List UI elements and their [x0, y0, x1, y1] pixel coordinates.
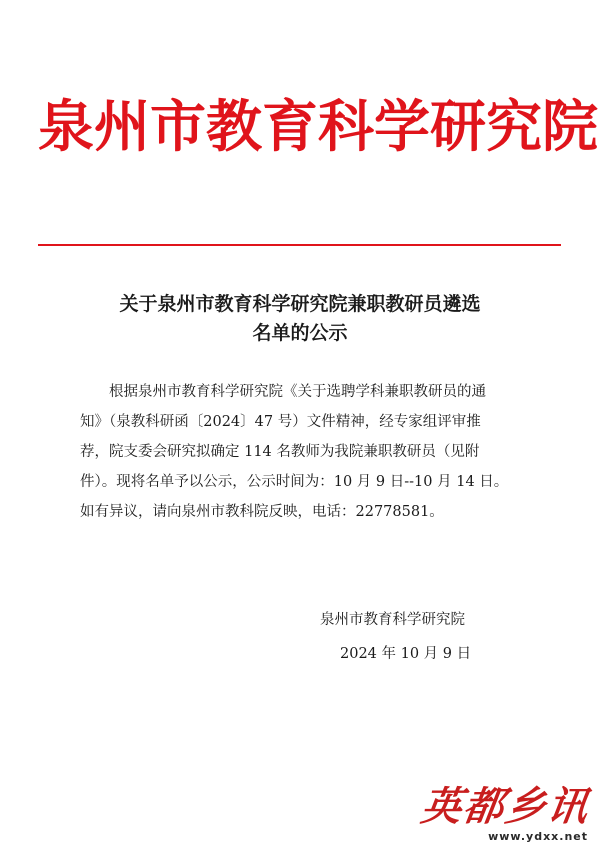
signature-block: [320, 603, 471, 671]
body-line: 荐，院支委会研究拟确定 114 名教师为我院兼职教研员（见附: [80, 444, 480, 460]
body-line: 件）。现将名单予以公示，公示时间为：10 月 9 日--10 月 14 日。: [80, 474, 509, 490]
body-line: 根据泉州市教育科学研究院《关于选聘学科兼职教研员的通: [80, 384, 486, 400]
notice-title-line-1: 关于泉州市教育科学研究院兼职教研员遴选: [119, 293, 481, 315]
body-line: 知》（泉教科研函〔2024〕47 号）文件精神，经专家组评审推: [80, 414, 481, 430]
watermark-logo: 英都乡讯: [418, 783, 593, 830]
site-watermark: [418, 775, 593, 845]
signature-date: 2024 年 10 月 9 日: [340, 646, 472, 662]
body-line: 如有异议，请向泉州市教科院反映，电话：22778581。: [80, 504, 444, 520]
notice-title: [0, 290, 600, 348]
notice-title-line-2: 名单的公示: [252, 322, 348, 344]
organization-header: 泉州市教育科学研究院: [38, 94, 598, 160]
signature-organization: 泉州市教育科学研究院: [320, 612, 465, 628]
watermark-url: www.ydxx.net: [488, 830, 588, 843]
red-divider: [38, 244, 561, 246]
notice-body: [80, 377, 528, 527]
